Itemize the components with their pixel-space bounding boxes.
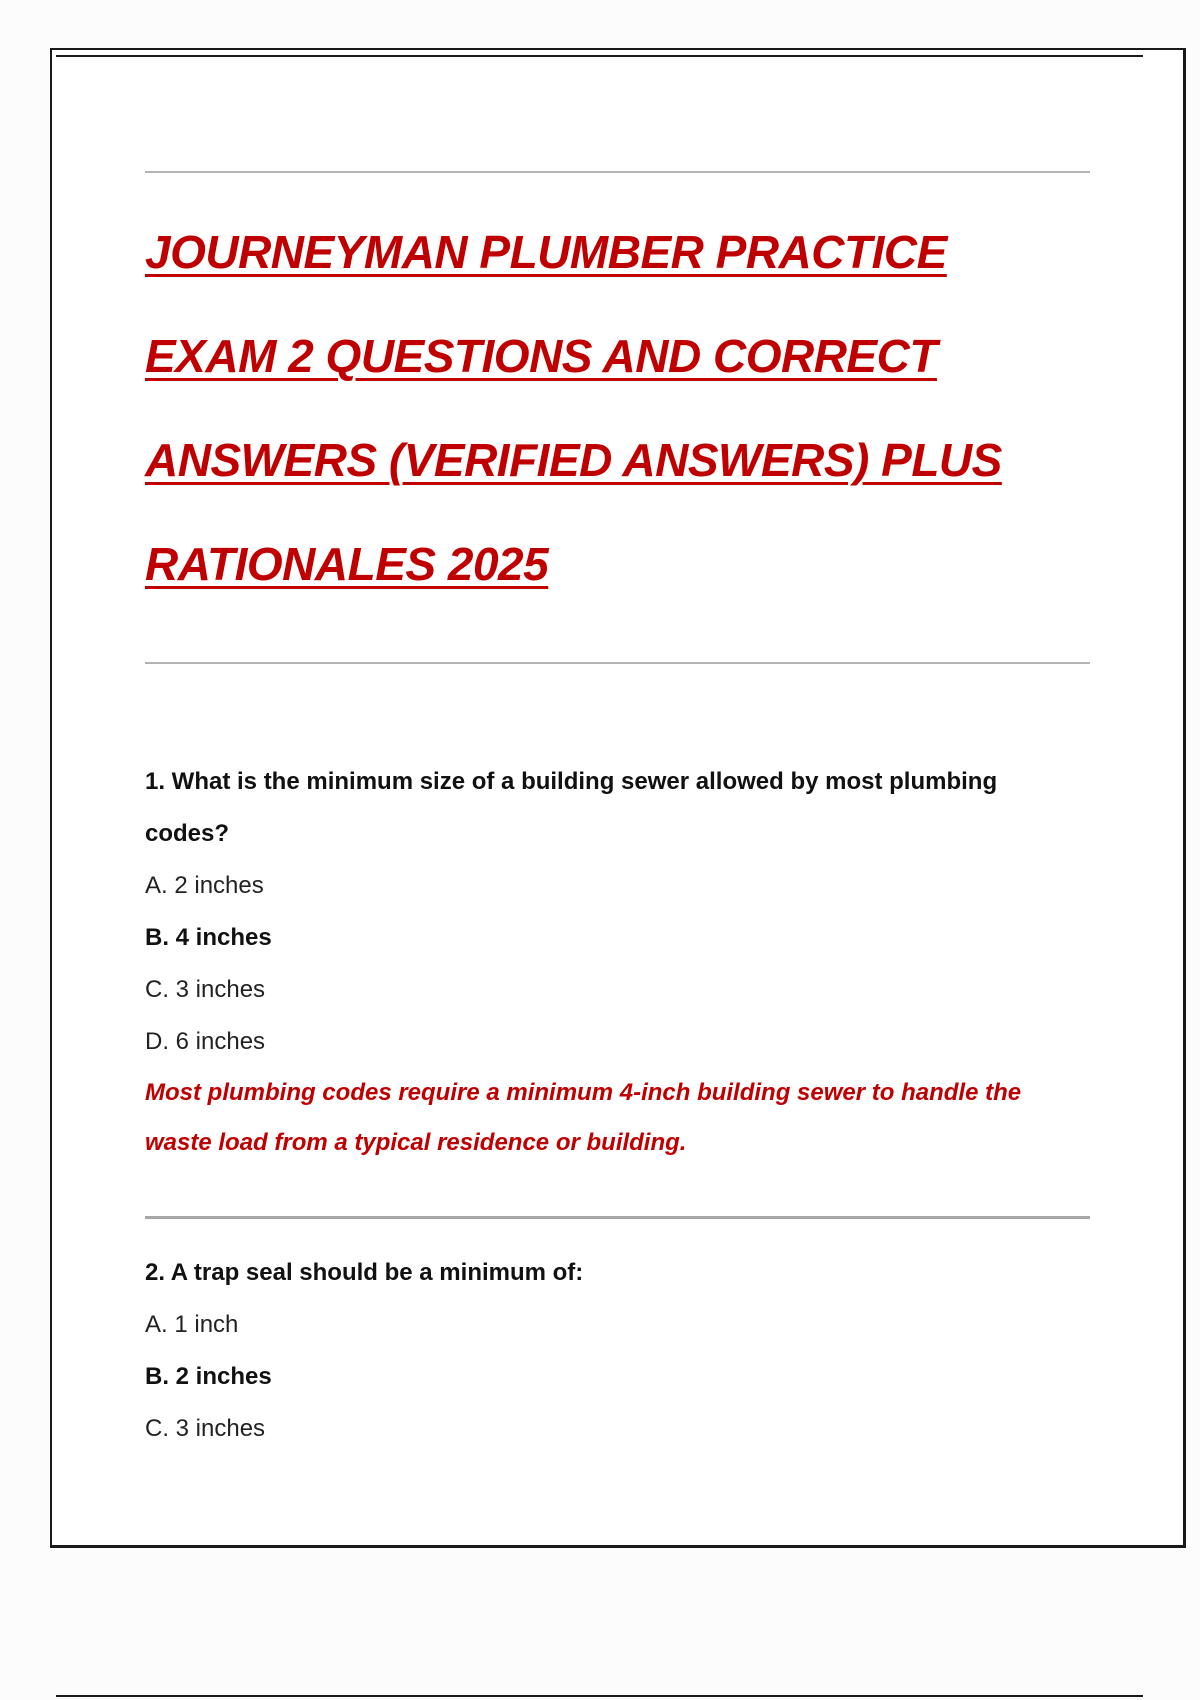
question-2-option-a: A. 1 inch: [145, 1311, 239, 1338]
question-1-text-line-1: 1. What is the minimum size of a building sewer allowed by most plumbing: [145, 768, 998, 795]
title-line-2: EXAM 2 QUESTIONS AND CORRECT: [145, 330, 937, 382]
bottom-rule: [56, 1695, 1143, 1697]
question-1-option-a: A. 2 inches: [145, 872, 264, 899]
question-1-rationale-line-1: Most plumbing codes require a minimum 4-inch building sewer to handle the: [145, 1079, 1022, 1106]
top-rule: [56, 55, 1143, 57]
document-title: [145, 200, 1075, 616]
question-2-text: 2. A trap seal should be a minimum of:: [145, 1259, 584, 1286]
title-bottom-divider: [145, 662, 1090, 664]
question-1: [145, 756, 1090, 1168]
question-1-option-c: C. 3 inches: [145, 976, 266, 1003]
question-2: [145, 1247, 1090, 1455]
question-1-rationale-line-2: waste load from a typical residence or building.: [145, 1129, 687, 1156]
question-2-option-c: C. 3 inches: [145, 1415, 266, 1442]
question-1-text-line-2: codes?: [145, 820, 230, 847]
question-1-option-d: D. 6 inches: [145, 1028, 266, 1055]
question-divider: [145, 1216, 1090, 1219]
title-top-divider: [145, 171, 1090, 173]
title-line-1: JOURNEYMAN PLUMBER PRACTICE: [145, 226, 947, 278]
title-line-4: RATIONALES 2025: [145, 538, 549, 590]
question-1-option-b-correct: B. 4 inches: [145, 924, 272, 951]
question-2-option-b-correct: B. 2 inches: [145, 1363, 272, 1390]
title-line-3: ANSWERS (VERIFIED ANSWERS) PLUS: [145, 434, 1002, 486]
